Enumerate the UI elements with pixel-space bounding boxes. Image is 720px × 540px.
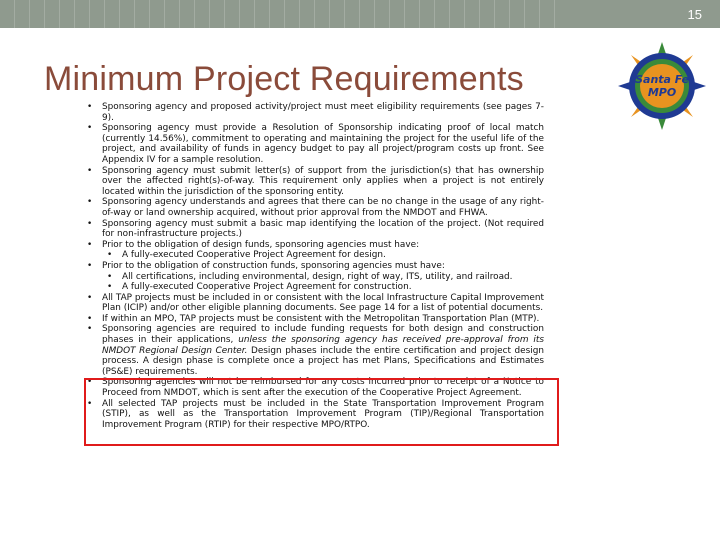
- requirement-item: • All TAP projects must be included in or consistent with the local Infrastructure Capital Improvement Plan (ICIP) and/or other eligible planning documents. See page 14 for a list of potential documents.: [84, 293, 544, 314]
- requirement-item: • Sponsoring agency must submit a basic map identifying the location of the project. (Not required for non-infrastructure projects.): [84, 219, 544, 240]
- requirement-item: • Sponsoring agency understands and agrees that there can be no change in the usage of any right-of-way or land ownership acquired, without prior approval from the NMDOT and FHWA.: [84, 197, 544, 218]
- requirement-subitem: • All certifications, including environmental, design, right of way, ITS, utility, and railroad.: [84, 272, 544, 283]
- requirement-item: • Prior to the obligation of construction funds, sponsoring agencies must have:: [84, 261, 544, 272]
- top-bar: [0, 0, 720, 28]
- requirement-text: Sponsoring agencies are required to include funding requests for both design and construction phases in their applications,: [102, 324, 544, 346]
- requirement-item-highlighted: [84, 324, 544, 377]
- logo-text-line2: MPO: [647, 86, 677, 99]
- santa-fe-mpo-logo: [614, 38, 710, 134]
- requirement-subitem: • A fully-executed Cooperative Project Agreement for design.: [84, 250, 544, 261]
- requirements-document-scan: [84, 102, 544, 512]
- requirement-text: Design phases include the entire certification and project design process. A design phase is complete once a project has met Plans, Specifications and Estimates (PS&E) requirements.: [102, 345, 544, 377]
- highlight-box: [84, 378, 559, 446]
- requirement-item: • Sponsoring agency must submit letter(s) of support from the jurisdiction(s) that has ownership over the affected right(s)-of-way. This requirement only applies when a project is not entirely located within the jurisdiction of the sponsoring entity.: [84, 166, 544, 198]
- logo-text-line1: Santa Fe: [635, 73, 689, 86]
- requirement-item: • Prior to the obligation of design funds, sponsoring agencies must have:: [84, 240, 544, 251]
- requirement-item: • Sponsoring agency must provide a Resolution of Sponsorship indicating proof of local match (currently 14.56%), commitment to operating and maintaining the project for the useful life of the project, and availability of funds in agency budget to pay all project/program costs up front. See Appendix IV for a sample resolution.: [84, 123, 544, 165]
- requirement-subitem: • A fully-executed Cooperative Project Agreement for construction.: [84, 282, 544, 293]
- requirement-item: • All selected TAP projects must be included in the State Transportation Improvement Program (STIP), as well as the Transportation Improvement Program (TIP)/Regional Transportation Improvement Program (RTIP) for their respective MPO/RTPO.: [84, 399, 544, 431]
- requirement-text-italic: unless the sponsoring agency has received pre-approval from its NMDOT Regional Design Center.: [102, 335, 544, 356]
- requirement-item: • Sponsoring agency and proposed activity/project must meet eligibility requirements (see pages 7-9).: [84, 102, 544, 123]
- requirement-item: • Sponsoring agencies will not be reimbursed for any costs incurred prior to receipt of a Notice to Proceed from NMDOT, which is sent after the execution of the Cooperative Project Agreement.: [84, 377, 544, 398]
- slide-number: 15: [687, 7, 702, 22]
- top-bar-pattern: [0, 0, 560, 28]
- slide-title: Minimum Project Requirements: [44, 60, 524, 98]
- requirement-item: • If within an MPO, TAP projects must be consistent with the Metropolitan Transportation Plan (MTP).: [84, 314, 544, 325]
